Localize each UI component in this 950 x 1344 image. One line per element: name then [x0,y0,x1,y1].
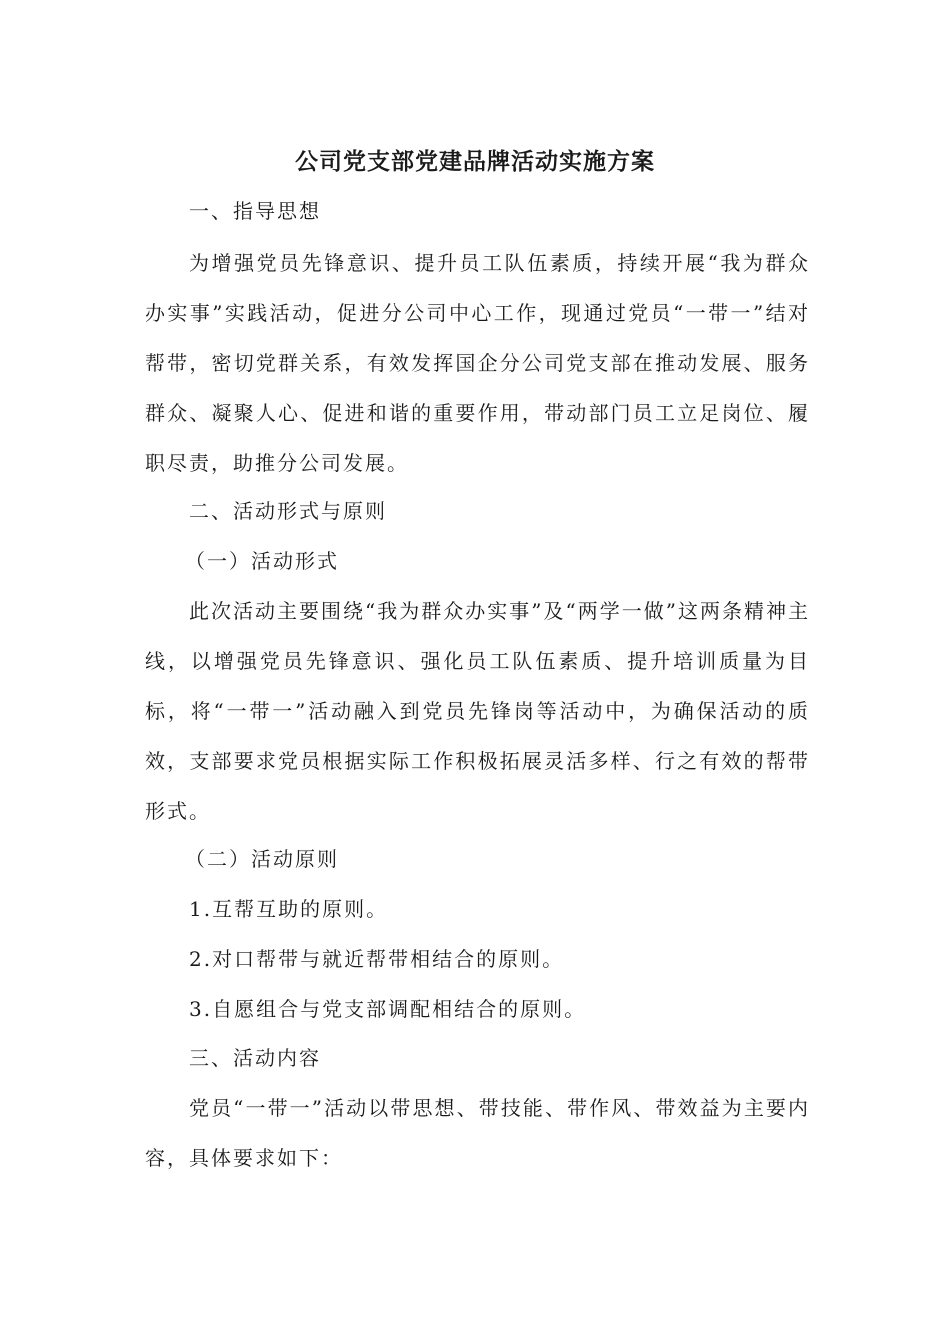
section-heading-guiding-ideology: 一、指导思想 [189,199,321,223]
principle-item-2: 2.对口帮带与就近帮带相结合的原则。 [189,947,565,971]
paragraph-activity-content: 党员“一带一”活动以带思想、带技能、带作风、带效益为主要内容，具体要求如下： [145,1096,810,1170]
paragraph-guiding-ideology: 为增强党员先锋意识、提升员工队伍素质，持续开展“我为群众办实事”实践活动，促进分公司中心工作，现通过党员“一带一”结对帮带，密切党群关系，有效发挥国企分公司党支部在推动发展、服务群众、凝聚人心、促进和谐的重要作用，带动部门员工立足岗位、履职尽责，助推分公司发展。 [145,251,810,475]
principle-item-3: 3.自愿组合与党支部调配相结合的原则。 [189,997,587,1021]
principle-item-1: 1.互帮互助的原则。 [189,897,389,921]
document-title: 公司党支部党建品牌活动实施方案 [295,148,655,175]
subsection-heading-activity-form: （一）活动形式 [185,549,339,573]
paragraph-activity-form: 此次活动主要围绕“我为群众办实事”及“两学一做”这两条精神主线，以增强党员先锋意识、强化员工队伍素质、提升培训质量为目标，将“一带一”活动融入到党员先锋岗等活动中，为确保活动的质效，支部要求党员根据实际工作积极拓展灵活多样、行之有效的帮带形式。 [145,599,810,823]
section-heading-form-principles: 二、活动形式与原则 [189,499,387,523]
subsection-heading-activity-principles: （二）活动原则 [185,847,339,871]
section-heading-activity-content: 三、活动内容 [189,1046,321,1070]
